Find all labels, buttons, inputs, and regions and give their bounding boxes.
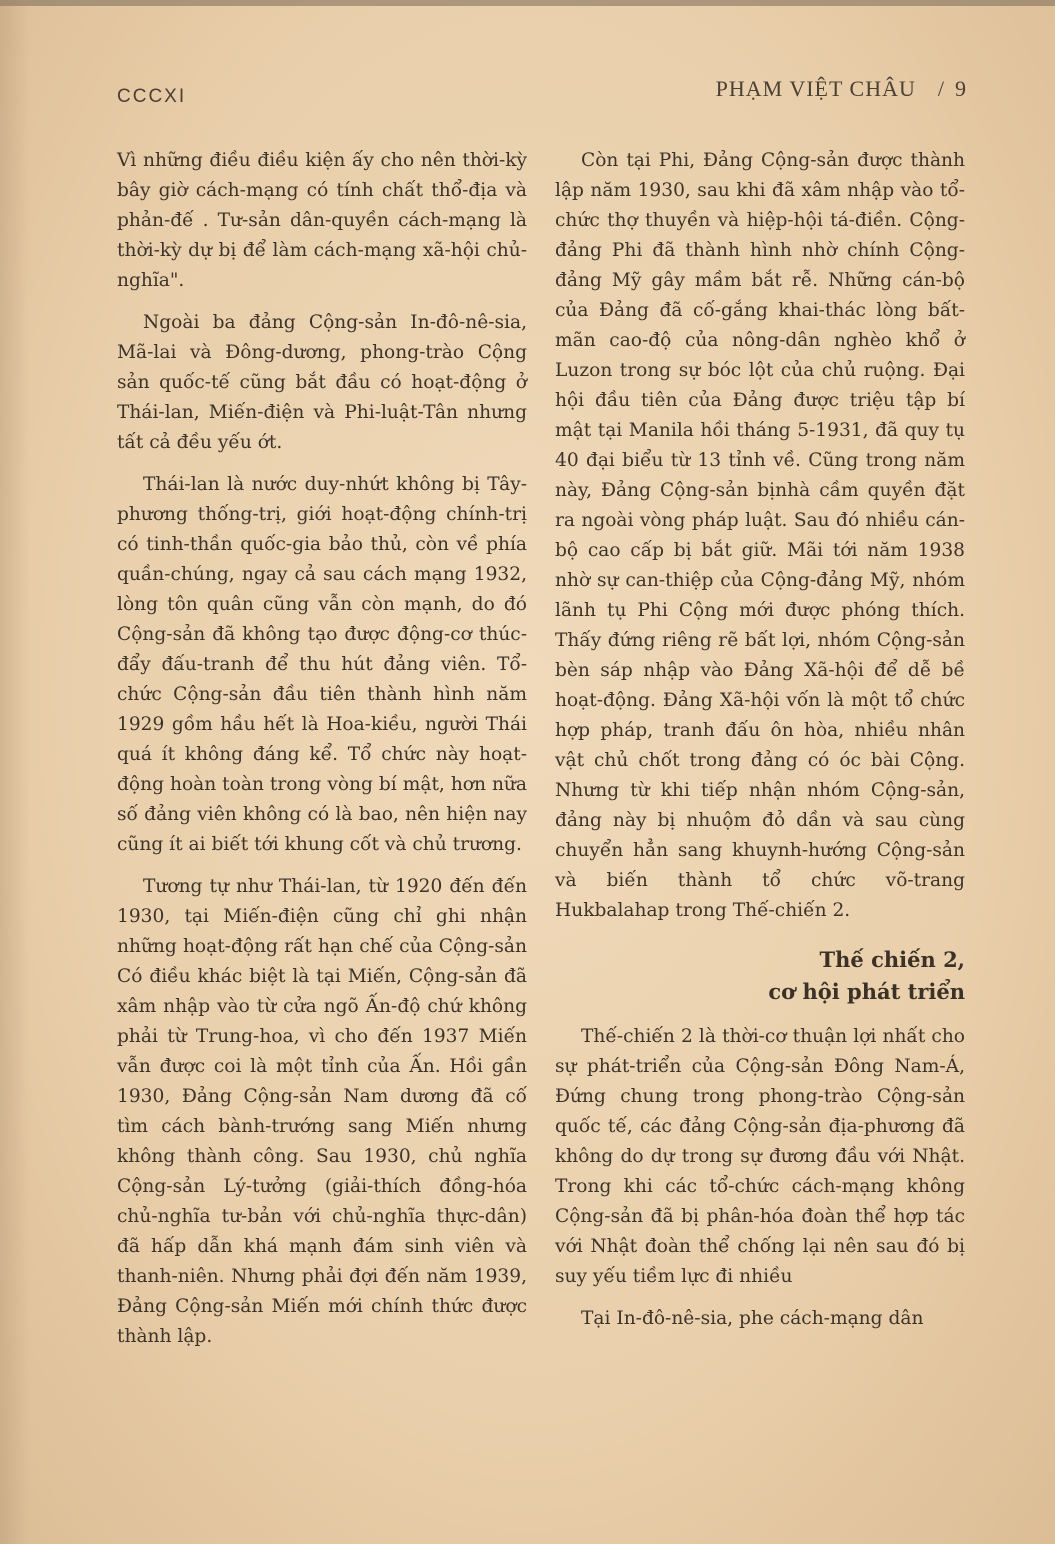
paragraph: Ngoài ba đảng Cộng-sản In-đô-nê-sia, Mã-lai và Đông-dương, phong-trào Cộng sản quốc-tế cũng bắt đầu có hoạt-động ở Thái-lan, Miến-điện và Phi-luật-Tân nhưng tất cả đều yếu ớt. (117, 312, 527, 453)
chapter-marker: CCCXI (117, 86, 187, 107)
section-heading-line: Thế chiến 2, (819, 947, 965, 972)
top-border (0, 0, 1055, 6)
paragraph: Thế-chiến 2 là thời-cơ thuận lợi nhất cho sự phát-triển của Cộng-sản Đông Nam-Á, Đứng chung trong phong-trào Cộng-sản quốc tế, các đảng Cộng-sản địa-phương đã không do dự trong sự đương đầu với Nhật. Trong khi các tổ-chức cách-mạng không Cộng-sản đã bị phân-hóa đoàn thể hợp tác với Nhật đoàn thể chống lại nên sau đó bị suy yếu tiềm lực đi nhiều (555, 1026, 965, 1287)
author-name: PHẠM VIỆT CHÂU (715, 76, 916, 101)
left-column (117, 146, 527, 1352)
header-separator: / (937, 76, 945, 101)
paragraph: Vì những điều điều kiện ấy cho nên thời-kỳ bây giờ cách-mạng có tính chất thổ-địa và phản-đế . Tư-sản dân-quyền cách-mạng là thời-kỳ dự bị để làm cách-mạng xã-hội chủ-nghĩa". (117, 150, 527, 291)
paragraph: Tương tự như Thái-lan, từ 1920 đến đến 1930, tại Miến-điện cũng chỉ ghi nhận những hoạt-động rất hạn chế của Cộng-sản Có điều khác biệt là tại Miến, Cộng-sản đã xâm nhập vào từ cửa ngõ Ấn-độ chứ không phải từ Trung-hoa, vì cho đến 1937 Miến vẫn được coi là một tỉnh của Ấn. Hồi gần 1930, Đảng Cộng-sản Nam dương đã cố tìm cách bành-trướng sang Miến nhưng không thành công. Sau 1930, chủ nghĩa Cộng-sản Lý-tưởng (giải-thích đồng-hóa chủ-nghĩa tư-bản với chủ-nghĩa thực-dân) đã hấp dẫn khá mạnh đám sinh viên và thanh-niên. Nhưng phải đợi đến năm 1939, Đảng Cộng-sản Miến mới chính thức được thành lập. (117, 876, 527, 1347)
page-edge-shadow (0, 0, 30, 1544)
running-header (716, 76, 967, 102)
paragraph: Tại In-đô-nê-sia, phe cách-mạng dân (581, 1308, 924, 1329)
paragraph: Thái-lan là nước duy-nhứt không bị Tây-phương thống-trị, giới hoạt-động chính-trị có tinh-thần quốc-gia bảo thủ, còn về phía quần-chúng, ngay cả sau cách mạng 1932, lòng tôn quân cũng vẫn còn mạnh, do đó Cộng-sản đã không tạo được động-cơ thúc-đẩy đấu-tranh để thu hút đảng viên. Tổ-chức Cộng-sản đầu tiên thành hình năm 1929 gồm hầu hết là Hoa-kiều, người Thái quá ít không đáng kể. Tổ chức này hoạt-động hoàn toàn trong vòng bí mật, hơn nữa số đảng viên không có là bao, nên hiện nay cũng ít ai biết tới khung cốt và chủ trương. (117, 474, 527, 855)
section-heading-line: cơ hội phát triển (768, 979, 965, 1004)
section-heading (555, 944, 965, 1008)
page-number: 9 (955, 76, 967, 101)
paragraph: Còn tại Phi, Đảng Cộng-sản được thành lập năm 1930, sau khi đã xâm nhập vào tổ-chức thợ thuyền và hiệp-hội tá-điền. Cộng-đảng Phi đã thành hình nhờ chính Cộng-đảng Mỹ gây mầm bắt rễ. Những cán-bộ của Đảng đã cố-gắng khai-thác lòng bất-mãn cao-độ của nông-dân nghèo khổ ở Luzon trong sự bóc lột của chủ ruộng. Đại hội đầu tiên của Đảng được triệu tập bí mật tại Manila hồi tháng 5-1931, đã quy tụ 40 đại biểu từ 13 tỉnh về. Cũng trong năm này, Đảng Cộng-sản bịnhà cầm quyền đặt ra ngoài vòng pháp luật. Sau đó nhiều cán-bộ cao cấp bị bắt giữ. Mãi tới năm 1938 nhờ sự can-thiệp của Cộng-đảng Mỹ, nhóm lãnh tụ Phi Cộng mới được phóng thích. Thấy đứng riêng rẽ bất lợi, nhóm Cộng-sản bèn sáp nhập vào Đảng Xã-hội để dễ bề hoạt-động. Đảng Xã-hội vốn là một tổ chức hợp pháp, tranh đấu ôn hòa, nhiều nhân vật chủ chốt trong đảng có óc bài Cộng. Nhưng từ khi tiếp nhận nhóm Cộng-sản, đảng này bị nhuộm đỏ dần và sau cùng chuyển hẳn sang khuynh-hướng Cộng-sản và biến thành tổ chức võ-trang Hukbalahap trong Thế-chiến 2. (555, 150, 965, 921)
right-column (555, 146, 965, 1334)
